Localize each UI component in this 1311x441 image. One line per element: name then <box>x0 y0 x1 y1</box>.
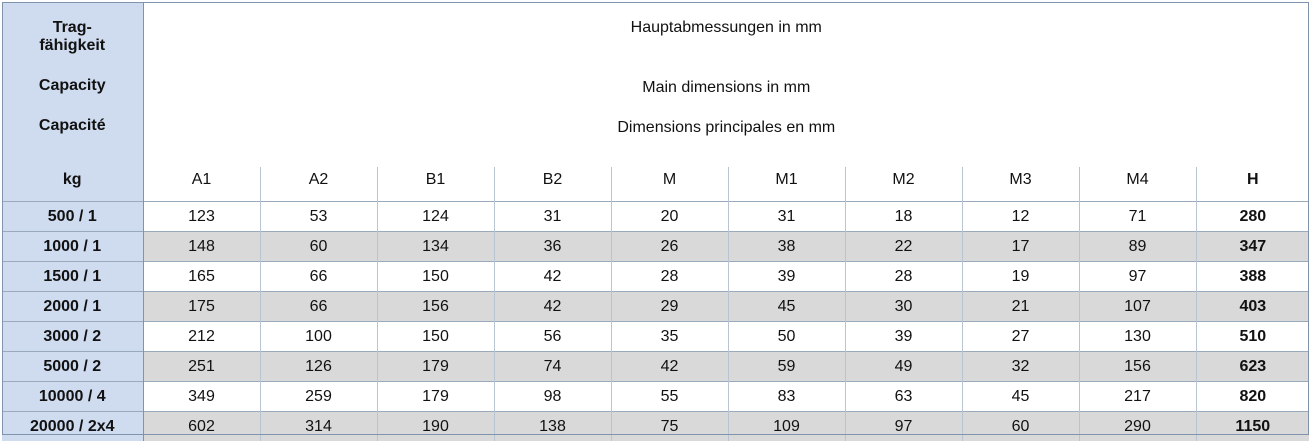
value-cell-h: 388 <box>1196 262 1309 292</box>
value-cell-m3: 27 <box>962 322 1079 352</box>
value-cell-m3: 12 <box>962 202 1079 232</box>
value-cell-m: 35 <box>611 322 728 352</box>
value-cell-m: 42 <box>611 352 728 382</box>
value-cell-m4: 290 <box>1079 412 1196 441</box>
title-german: Hauptabmessungen in mm <box>144 3 1310 37</box>
value-cell-m2: 22 <box>845 232 962 262</box>
title-french: Dimensions principales en mm <box>144 119 1310 137</box>
value-cell-m1: 59 <box>728 352 845 382</box>
value-cell-a2: 314 <box>260 412 377 441</box>
value-cell-m1: 50 <box>728 322 845 352</box>
value-cell-a2: 259 <box>260 382 377 412</box>
value-cell-m1: 39 <box>728 262 845 292</box>
capacity-label-english: Capacity <box>2 77 143 95</box>
value-cell-m2: 63 <box>845 382 962 412</box>
value-cell-a1: 251 <box>143 352 260 382</box>
value-cell-m3: 21 <box>962 292 1079 322</box>
column-header-row <box>2 167 1309 202</box>
value-cell-b1: 134 <box>377 232 494 262</box>
capacity-label-french: Capacité <box>2 117 143 135</box>
value-cell-m3: 19 <box>962 262 1079 292</box>
value-cell-m1: 45 <box>728 292 845 322</box>
value-cell-h: 403 <box>1196 292 1309 322</box>
value-cell-m: 55 <box>611 382 728 412</box>
value-cell-a2: 53 <box>260 202 377 232</box>
value-cell-b1: 150 <box>377 262 494 292</box>
value-cell-a1: 175 <box>143 292 260 322</box>
value-cell-h: 1150 <box>1196 412 1309 441</box>
table-row <box>2 202 1309 232</box>
value-cell-h: 820 <box>1196 382 1309 412</box>
capacity-cell: 10000 / 4 <box>2 382 143 412</box>
value-cell-m: 20 <box>611 202 728 232</box>
capacity-header <box>2 3 143 168</box>
capacity-label-german: Trag- fähigkeit <box>2 3 143 55</box>
value-cell-m: 75 <box>611 412 728 441</box>
column-header-b2: B2 <box>494 167 611 202</box>
value-cell-m4: 71 <box>1079 202 1196 232</box>
column-header-a1: A1 <box>143 167 260 202</box>
capacity-cell: 20000 / 2x4 <box>2 412 143 441</box>
table-row <box>2 262 1309 292</box>
value-cell-a1: 148 <box>143 232 260 262</box>
value-cell-b2: 36 <box>494 232 611 262</box>
column-header-m3: M3 <box>962 167 1079 202</box>
value-cell-m2: 97 <box>845 412 962 441</box>
value-cell-h: 347 <box>1196 232 1309 262</box>
column-header-m: M <box>611 167 728 202</box>
value-cell-a1: 123 <box>143 202 260 232</box>
value-cell-b1: 124 <box>377 202 494 232</box>
value-cell-m4: 130 <box>1079 322 1196 352</box>
value-cell-m4: 156 <box>1079 352 1196 382</box>
value-cell-a2: 66 <box>260 262 377 292</box>
column-header-m4: M4 <box>1079 167 1196 202</box>
value-cell-m2: 28 <box>845 262 962 292</box>
value-cell-b2: 138 <box>494 412 611 441</box>
column-header-a2: A2 <box>260 167 377 202</box>
value-cell-a1: 212 <box>143 322 260 352</box>
value-cell-a1: 602 <box>143 412 260 441</box>
value-cell-h: 510 <box>1196 322 1309 352</box>
value-cell-b1: 179 <box>377 352 494 382</box>
value-cell-m3: 17 <box>962 232 1079 262</box>
column-header-h: H <box>1196 167 1309 202</box>
value-cell-m: 26 <box>611 232 728 262</box>
value-cell-m3: 60 <box>962 412 1079 441</box>
value-cell-m4: 89 <box>1079 232 1196 262</box>
value-cell-m2: 39 <box>845 322 962 352</box>
value-cell-b1: 150 <box>377 322 494 352</box>
value-cell-m4: 217 <box>1079 382 1196 412</box>
value-cell-m2: 30 <box>845 292 962 322</box>
value-cell-m: 29 <box>611 292 728 322</box>
capacity-cell: 1500 / 1 <box>2 262 143 292</box>
value-cell-b2: 98 <box>494 382 611 412</box>
value-cell-b1: 179 <box>377 382 494 412</box>
value-cell-a2: 126 <box>260 352 377 382</box>
value-cell-m1: 31 <box>728 202 845 232</box>
value-cell-b2: 74 <box>494 352 611 382</box>
title-english: Main dimensions in mm <box>144 79 1310 97</box>
capacity-cell: 5000 / 2 <box>2 352 143 382</box>
value-cell-b2: 31 <box>494 202 611 232</box>
value-cell-h: 280 <box>1196 202 1309 232</box>
value-cell-b2: 42 <box>494 262 611 292</box>
dimensions-table <box>2 2 1309 441</box>
value-cell-b1: 156 <box>377 292 494 322</box>
value-cell-m1: 83 <box>728 382 845 412</box>
column-header-b1: B1 <box>377 167 494 202</box>
column-header-m2: M2 <box>845 167 962 202</box>
value-cell-h: 623 <box>1196 352 1309 382</box>
capacity-cell: 2000 / 1 <box>2 292 143 322</box>
table-row <box>2 382 1309 412</box>
value-cell-b2: 56 <box>494 322 611 352</box>
value-cell-m4: 107 <box>1079 292 1196 322</box>
value-cell-m2: 18 <box>845 202 962 232</box>
value-cell-a2: 60 <box>260 232 377 262</box>
value-cell-m: 28 <box>611 262 728 292</box>
dimensions-title-block <box>143 3 1309 168</box>
value-cell-a2: 66 <box>260 292 377 322</box>
value-cell-m1: 38 <box>728 232 845 262</box>
value-cell-m1: 109 <box>728 412 845 441</box>
capacity-cell: 500 / 1 <box>2 202 143 232</box>
table-row <box>2 292 1309 322</box>
unit-label: kg <box>2 167 143 202</box>
value-cell-m3: 32 <box>962 352 1079 382</box>
value-cell-b1: 190 <box>377 412 494 441</box>
column-header-m1: M1 <box>728 167 845 202</box>
value-cell-a1: 349 <box>143 382 260 412</box>
table-row <box>2 352 1309 382</box>
value-cell-b2: 42 <box>494 292 611 322</box>
value-cell-m2: 49 <box>845 352 962 382</box>
capacity-cell: 1000 / 1 <box>2 232 143 262</box>
table-row <box>2 322 1309 352</box>
value-cell-a1: 165 <box>143 262 260 292</box>
value-cell-m4: 97 <box>1079 262 1196 292</box>
capacity-cell: 3000 / 2 <box>2 322 143 352</box>
value-cell-m3: 45 <box>962 382 1079 412</box>
value-cell-a2: 100 <box>260 322 377 352</box>
table-row <box>2 232 1309 262</box>
